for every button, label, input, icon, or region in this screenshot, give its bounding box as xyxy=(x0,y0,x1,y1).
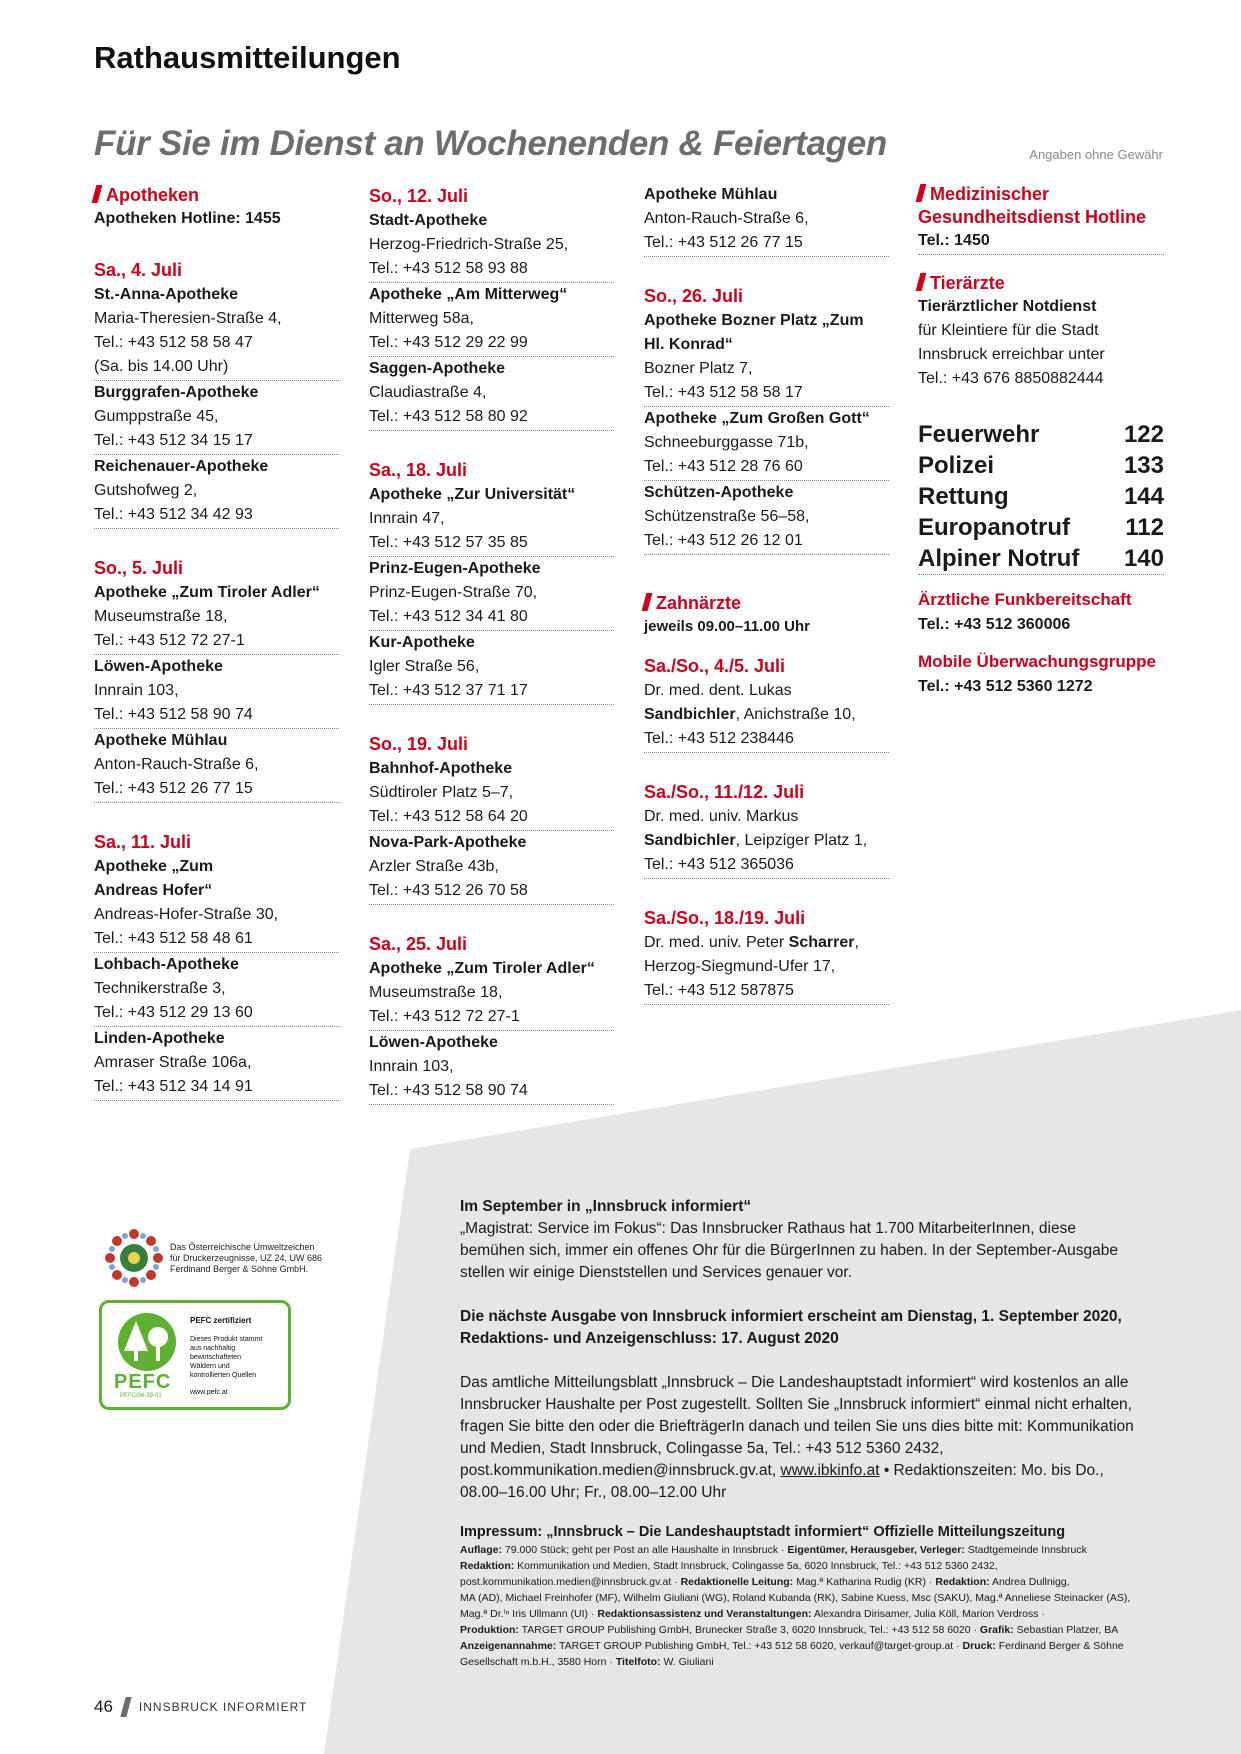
umweltzeichen-logo xyxy=(102,1226,342,1292)
date-heading: Sa., 18. Juli xyxy=(369,460,468,480)
pefc-url: www.pefc.at xyxy=(190,1389,228,1396)
september-title: Im September in „Innsbruck informiert“ xyxy=(460,1198,752,1215)
date-heading: Sa., 4. Juli xyxy=(94,260,183,280)
pharmacy-entry: Linden-Apotheke Amraser Straße 106a, Tel.: +43 512 34 14 91 xyxy=(94,1027,339,1101)
pharmacy-entry: St.-Anna-Apotheke Maria-Theresien-Straße 4, Tel.: +43 512 58 58 47 (Sa. bis 14.00 Uhr) xyxy=(94,283,339,381)
mobile-tel: Tel.: +43 512 5360 1272 xyxy=(918,678,1093,695)
pharmacy-entry: Apotheke Mühlau Anton-Rauch-Straße 6, Tel.: +43 512 26 77 15 xyxy=(644,183,889,257)
pefc-title: PEFC zertifiziert xyxy=(190,1316,252,1325)
pharmacy-entry: Apotheke Bozner Platz „Zum Hl. Konrad“ Bozner Platz 7, Tel.: +43 512 58 58 17 xyxy=(644,309,889,407)
category-pharmacies: Apotheken xyxy=(94,183,339,207)
pharmacy-entry: Apotheke „Zum Großen Gott“ Schneeburggasse 71b, Tel.: +43 512 28 76 60 xyxy=(644,407,889,481)
dentist-entry: Dr. med. univ. Markus Sandbichler, Leipziger Platz 1, Tel.: +43 512 365036 xyxy=(644,805,889,879)
info-block xyxy=(460,1196,1140,1670)
pefc-wordmark: PEFC xyxy=(114,1371,172,1393)
funk-tel: Tel.: +43 512 360006 xyxy=(918,616,1071,633)
pharmacy-entry: Apotheke „Zur Universität“ Innrain 47, Tel.: +43 512 57 35 85 xyxy=(369,483,614,557)
date-heading: Sa., 25. Juli xyxy=(369,934,468,954)
pharmacy-dentist-column xyxy=(644,183,889,1005)
date-heading: Sa./So., 18./19. Juli xyxy=(644,908,806,928)
category-marker-icon xyxy=(642,593,653,611)
emergency-row: Alpiner Notruf 140 xyxy=(918,543,1164,575)
pharmacy-entry: Apotheke „Zum Tiroler Adler“ Museumstraße 18, Tel.: +43 512 72 27-1 xyxy=(94,581,339,655)
section-title: Für Sie im Dienst an Wochenenden & Feiertagen xyxy=(94,124,887,163)
pharmacy-entry: Reichenauer-Apotheke Gutshofweg 2, Tel.: +43 512 34 42 93 xyxy=(94,455,339,529)
category-medical-hotline: Medizinischer Gesundheitsdienst Hotline xyxy=(918,183,1164,229)
september-text: „Magistrat: Service im Fokus“: Das Innsbrucker Rathaus hat 1.700 MitarbeiterInnen, diese bemühen sich, immer ein offenes Ohr für die BürgerInnen zu haben. In der September-Ausgabe stellen wir einige Dienststellen und Services genauer vor. xyxy=(460,1220,1118,1281)
funk-title: Ärztliche Funkbereitschaft xyxy=(918,590,1132,609)
page-header: Rathausmitteilungen xyxy=(94,40,401,75)
category-dentists: Zahnärzte xyxy=(644,591,889,615)
category-marker-icon xyxy=(916,273,927,291)
dentist-entry: Dr. med. dent. Lukas Sandbichler, Anichstraße 10, Tel.: +43 512 238446 xyxy=(644,679,889,753)
date-heading: Sa./So., 11./12. Juli xyxy=(644,782,805,802)
pharmacy-entry: Löwen-Apotheke Innrain 103, Tel.: +43 512 58 90 74 xyxy=(369,1031,614,1105)
pharmacy-hotline: Apotheken Hotline: 1455 xyxy=(94,210,281,227)
pharmacy-entry: Nova-Park-Apotheke Arzler Straße 43b, Tel.: +43 512 26 70 58 xyxy=(369,831,614,905)
emergency-row: Rettung 144 xyxy=(918,483,1164,510)
category-marker-icon xyxy=(92,185,103,203)
pharmacy-entry: Löwen-Apotheke Innrain 103, Tel.: +43 512 58 90 74 xyxy=(94,655,339,729)
pharmacy-entry: Saggen-Apotheke Claudiastraße 4, Tel.: +43 512 58 80 92 xyxy=(369,357,614,431)
pefc-tree-icon xyxy=(112,1311,182,1373)
pefc-code: PEFC/06-39-01 xyxy=(120,1393,162,1399)
disclaimer: Angaben ohne Gewähr xyxy=(1029,147,1163,162)
emergency-numbers xyxy=(918,419,1164,575)
page-number: 46 xyxy=(94,1697,113,1716)
pharmacy-entry: Burggrafen-Apotheke Gumppstraße 45, Tel.: +43 512 34 15 17 xyxy=(94,381,339,455)
pharmacy-entry: Apotheke „Zum Tiroler Adler“ Museumstraße 18, Tel.: +43 512 72 27-1 xyxy=(369,957,614,1031)
vet-service-name: Tierärztlicher Notdienst xyxy=(918,298,1097,315)
pharmacy-column-1 xyxy=(94,183,339,1101)
pharmacy-entry: Lohbach-Apotheke Technikerstraße 3, Tel.: +43 512 29 13 60 xyxy=(94,953,339,1027)
pefc-description: Dieses Produkt stammt aus nachhaltig bewirtschafteten Wäldern und kontrollierten Quellen xyxy=(190,1336,263,1379)
pharmacy-entry: Bahnhof-Apotheke Südtiroler Platz 5–7, Tel.: +43 512 58 64 20 xyxy=(369,757,614,831)
page-footer xyxy=(94,1697,307,1717)
pharmacy-entry: Kur-Apotheke Igler Straße 56, Tel.: +43 512 37 71 17 xyxy=(369,631,614,705)
pharmacy-entry: Apotheke Mühlau Anton-Rauch-Straße 6, Tel.: +43 512 26 77 15 xyxy=(94,729,339,803)
dentist-entry: Dr. med. univ. Peter Scharrer, Herzog-Siegmund-Ufer 17, Tel.: +43 512 587875 xyxy=(644,931,889,1005)
imprint: Impressum: „Innsbruck – Die Landeshauptstadt informiert“ Offizielle Mitteilungszeitung Auflage: 79.000 Stück; geht per Post an alle Haushalte in Innsbruck · Eigentümer, Herausgeber, Verleger: Stadtgemeinde Innsbruck Redaktion: Kommunikation und Medien, Stadt Innsbruck, Colingasse 5a, 6020 Innsbruck, Tel.: +43 512 5360 2432, post.kommunikation.medien@innsbruck.gv.at · Redaktionelle Leitung: Mag.ª Katharina Rudig (KR) · Redaktion: Andrea Dullnigg, MA (AD), Michael Freinhofer (MF), Wilhelm Giuliani (WG), Roland Kubanda (RK), Sabine Kuess, Msc (SAKU), Mag.ª Anneliese Steinacker (AS), Mag.ª Dr.ⁱⁿ Iris Ullmann (UI) · Redaktionsassistenz und Veranstaltungen: Alexandra Dirisamer, Julia Köll, Marion Verdross · Produktion: TARGET GROUP Publishing GmbH, Brunecker Straße 3, 6020 Innsbruck, Tel.: +43 512 58 6020 · Grafik: Sebastian Platzer, BA Anzeigenannahme: TARGET GROUP Publishing GmbH, Tel.: +43 512 58 6020, verkauf@target-group.at · Druck: Ferdinand Berger & Söhne Gesellschaft m.b.H., 3580 Horn · Titelfoto: W. Giuliani xyxy=(460,1524,1131,1668)
next-issue: Die nächste Ausgabe von Innsbruck informiert erscheint am Dienstag, 1. September 2020, Redaktions- und Anzeigenschluss: 17. August 2020 xyxy=(460,1308,1122,1347)
pharmacy-column-2 xyxy=(369,183,614,1105)
dentist-hours: jeweils 09.00–11.00 Uhr xyxy=(644,618,810,635)
category-vets: Tierärzte xyxy=(918,271,1164,295)
emergency-row: Polizei 133 xyxy=(918,452,1164,479)
pharmacy-entry: Apotheke „Am Mitterweg“ Mitterweg 58a, Tel.: +43 512 29 22 99 xyxy=(369,283,614,357)
emergency-row: Feuerwehr 122 xyxy=(918,421,1164,448)
emergency-column: Medizinischer Gesundheitsdienst Hotline Tel.: 1450 Tierärzte Tierärztlicher Notdienst für Kleintiere für die Stadt Innsbruck erreichbar unter Tel.: +43 676 8850882444 Feuerwehr 122 Polizei 133 Rettung 144 Europanotruf 112 Alpiner Notruf 140 Ärztliche Funkbereitschaft Tel.: +43 512 360006 Mobile Überwachungsgruppe Tel.: +43 512 5360 1272 xyxy=(918,183,1164,699)
umweltzeichen-text: Das Österreichische Umweltzeichen für Druckerzeugnisse, UZ 24, UW 686 Ferdinand Berger & Söhne GmbH. xyxy=(170,1242,323,1274)
publication-name: INNSBRUCK INFORMIERT xyxy=(138,1700,308,1714)
date-heading: So., 12. Juli xyxy=(369,186,469,206)
category-marker-icon xyxy=(916,184,927,202)
pharmacy-entry: Schützen-Apotheke Schützenstraße 56–58, Tel.: +43 512 26 12 01 xyxy=(644,481,889,555)
ibkinfo-link[interactable]: www.ibkinfo.at xyxy=(780,1462,880,1479)
pharmacy-entry: Prinz-Eugen-Apotheke Prinz-Eugen-Straße 70, Tel.: +43 512 34 41 80 xyxy=(369,557,614,631)
date-heading: So., 26. Juli xyxy=(644,286,744,306)
pharmacy-entry: Stadt-Apotheke Herzog-Friedrich-Straße 25, Tel.: +43 512 58 93 88 xyxy=(369,209,614,283)
pefc-logo xyxy=(99,1300,291,1410)
amtlich-text: Das amtliche Mitteilungsblatt „Innsbruck – Die Landeshauptstadt informiert“ wird kostenlos an alle Innsbrucker Haushalte per Post zugestellt. Sollten Sie „Innsbruck informiert“ einmal nicht erhalten, fragen Sie bitte den oder die BriefträgerIn danach und teilen Sie uns dies bitte mit: Kommunikation und Medien, Stadt Innsbruck, Colingasse 5a, Tel.: +43 512 5360 2432, post.kommunikation.medien@innsbruck.gv.at, www.ibkinfo.at • Redaktionszeiten: Mo. bis Do., 08.00–16.00 Uhr; Fr., 08.00–12.00 Uhr xyxy=(460,1374,1134,1501)
pharmacy-entry: Apotheke „Zum Andreas Hofer“ Andreas-Hofer-Straße 30, Tel.: +43 512 58 48 61 xyxy=(94,855,339,953)
umweltzeichen-flower-icon xyxy=(102,1226,166,1290)
date-heading: So., 19. Juli xyxy=(369,734,469,754)
date-heading: Sa., 11. Juli xyxy=(94,832,192,852)
date-heading: Sa./So., 4./5. Juli xyxy=(644,656,786,676)
footer-bar-icon xyxy=(120,1697,131,1717)
mobile-title: Mobile Überwachungsgruppe xyxy=(918,652,1157,671)
date-heading: So., 5. Juli xyxy=(94,558,184,578)
emergency-row: Europanotruf 112 xyxy=(918,514,1164,541)
medical-hotline-tel: Tel.: 1450 xyxy=(918,229,1164,255)
